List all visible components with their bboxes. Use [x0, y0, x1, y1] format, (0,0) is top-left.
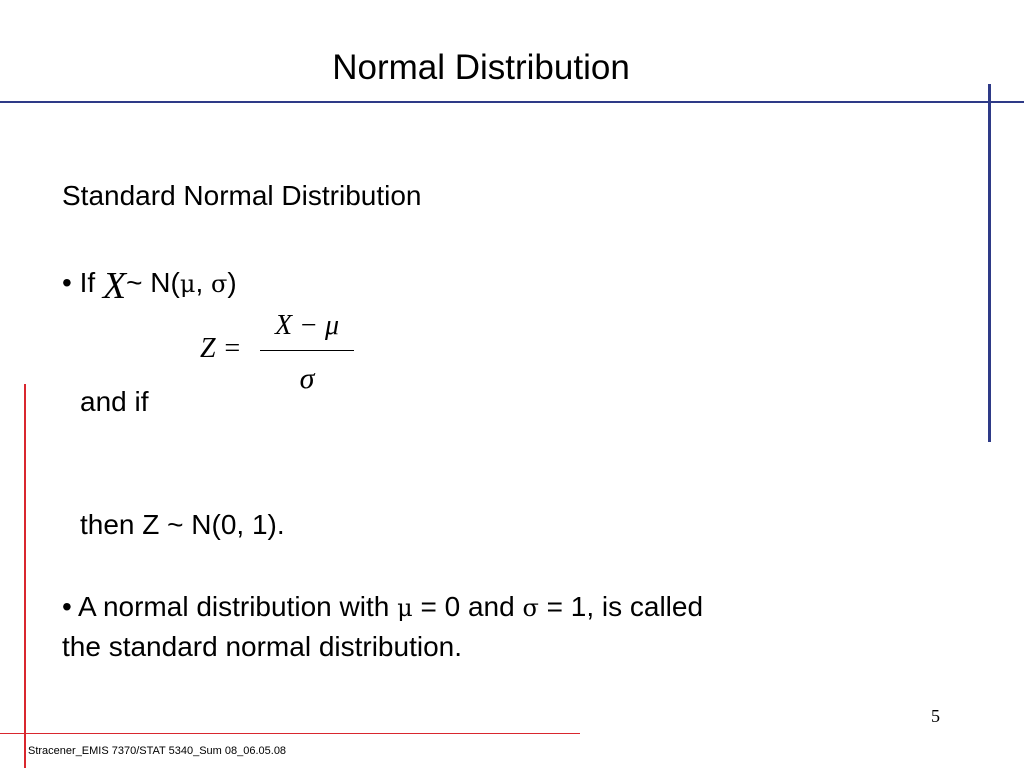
top-divider: [0, 101, 1024, 103]
formula-lhs: Z =: [200, 333, 242, 364]
then-z-normal-text: then Z ~ N(0, 1).: [80, 509, 285, 540]
bullet1-prefix: • If: [62, 267, 103, 298]
formula-numerator: X − μ: [274, 310, 340, 341]
bullet2-part3: = 1, is called: [538, 591, 704, 622]
mu-symbol: μ: [397, 594, 413, 622]
variable-x: X: [102, 265, 127, 307]
slide-title: Normal Distribution: [332, 48, 630, 87]
footer-text: Stracener_EMIS 7370/STAT 5340_Sum 08_06.05.08: [28, 745, 287, 757]
fraction-bar: [260, 350, 354, 351]
mu-symbol: μ: [179, 270, 196, 298]
bottom-divider: [0, 733, 580, 734]
bullet1-tilde: ~ N(: [126, 267, 180, 298]
sigma-symbol: σ: [211, 270, 228, 298]
bullet1-comma: ,: [195, 267, 211, 298]
bullet-if-x-normal: [62, 263, 237, 307]
and-if-text: and if: [80, 386, 149, 417]
section-subtitle: Standard Normal Distribution: [62, 180, 422, 211]
bullet2-part1: • A normal distribution with: [62, 591, 398, 622]
page-number: 5: [931, 706, 940, 726]
bullet2-line2: the standard normal distribution.: [62, 631, 462, 662]
left-divider: [24, 384, 26, 768]
bullet1-close: ): [227, 267, 237, 298]
right-divider: [988, 84, 991, 442]
sigma-symbol: σ: [522, 594, 539, 622]
formula-denominator: σ: [299, 362, 315, 395]
bullet2-part2: = 0 and: [412, 591, 523, 622]
bullet-standard-normal: [62, 590, 703, 625]
